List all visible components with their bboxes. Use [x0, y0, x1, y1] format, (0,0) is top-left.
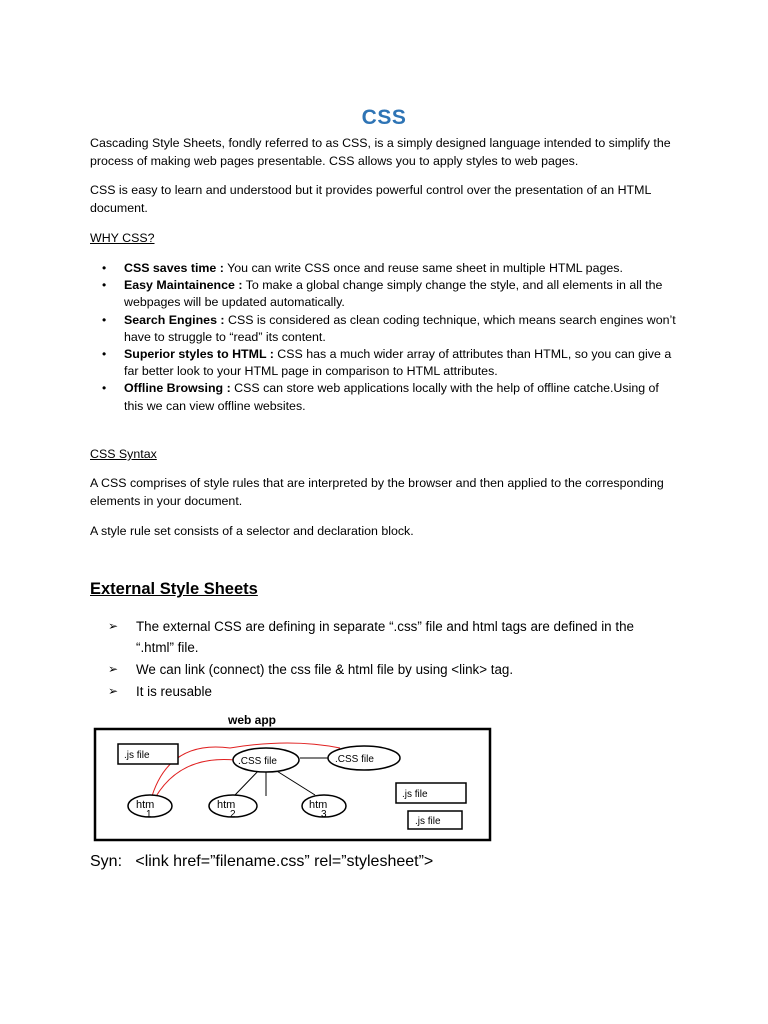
css-file-label: .CSS file: [238, 756, 277, 767]
item-text: It is reusable: [136, 684, 212, 699]
arrow-bullet-icon: ➢: [108, 684, 119, 698]
item-label: Superior styles to HTML :: [124, 347, 274, 362]
syntax-paragraph-2: A style rule set consists of a selector and declaration block.: [90, 524, 414, 538]
why-css-list: [90, 260, 680, 415]
item-text: CSS is considered as clean coding technique, which means search engines won’t have to struggle to “read” its content.: [124, 312, 676, 344]
why-css-heading: WHY CSS?: [90, 231, 155, 245]
connector-line: [272, 768, 315, 795]
item-text: You can write CSS once and reuse same sheet in multiple HTML pages.: [223, 261, 623, 275]
html-file-number: 2: [230, 809, 236, 820]
css-syntax-heading: CSS Syntax: [90, 447, 157, 461]
arrow-bullet-icon: ➢: [108, 662, 119, 676]
bullet-icon: •: [102, 381, 107, 396]
item-text: The external CSS are defining in separate “.css” file and html tags are defined in the “.html” file.: [136, 619, 634, 655]
js-file-label: .js file: [415, 816, 441, 827]
item-text: CSS can store web applications locally with the help of offline catche.Using of this we can view offline websites.: [124, 381, 659, 413]
html-file-label: htm: [136, 799, 155, 811]
item-text: We can link (connect) the css file & html file by using <link> tag.: [136, 662, 514, 677]
list-item: [90, 312, 680, 346]
item-label: CSS saves time :: [124, 261, 224, 275]
syntax-example-line: Syn: <link href=”filename.css” rel=”stylesheet”>: [90, 853, 434, 870]
item-text: CSS has a much wider array of attributes than HTML, so you can give a far better look to your HTML page in comparison to HTML attributes.: [124, 347, 672, 379]
html-file-number: 3: [321, 809, 327, 820]
list-item: [90, 260, 680, 277]
list-item: [108, 681, 668, 702]
js-file-label: .js file: [402, 789, 428, 800]
html-file-number: 1: [146, 809, 152, 820]
external-css-list: [108, 616, 668, 703]
list-item: [108, 616, 668, 658]
web-app-diagram: [90, 710, 492, 842]
item-label: Search Engines :: [124, 312, 225, 327]
diagram-title: web app: [228, 713, 277, 727]
item-label: Offline Browsing :: [124, 381, 231, 396]
html-file-label: htm: [309, 799, 328, 811]
intro-paragraph-2: CSS is easy to learn and understood but it provides powerful control over the presentation of an HTML document.: [90, 183, 651, 215]
intro-paragraph-1: Cascading Style Sheets, fondly referred to as CSS, is a simply designed language intended to simplify the process of making web pages presentable. CSS allows you to apply styles to web pages.: [90, 136, 671, 168]
css-file-label: .CSS file: [335, 754, 374, 765]
arrow-bullet-icon: ➢: [108, 619, 119, 633]
html-file-label: htm: [217, 799, 236, 811]
page-title: CSS: [361, 106, 407, 129]
syntax-paragraph-1: A CSS comprises of style rules that are interpreted by the browser and then applied to the corresponding elements in your document.: [90, 476, 664, 508]
item-text: To make a global change simply change the style, and all elements in all the webpages will be updated automatically.: [124, 278, 663, 310]
bullet-icon: •: [102, 278, 107, 293]
external-style-sheets-heading: External Style Sheets: [90, 580, 258, 598]
red-link-curve: [155, 759, 235, 798]
list-item: [90, 380, 680, 414]
bullet-icon: •: [102, 261, 107, 275]
bullet-icon: •: [102, 312, 107, 327]
list-item: [108, 659, 668, 680]
item-label: Easy Maintainence :: [124, 278, 243, 293]
bullet-icon: •: [102, 347, 107, 362]
js-file-label: .js file: [124, 750, 150, 761]
list-item: [90, 277, 680, 311]
list-item: [90, 346, 680, 380]
